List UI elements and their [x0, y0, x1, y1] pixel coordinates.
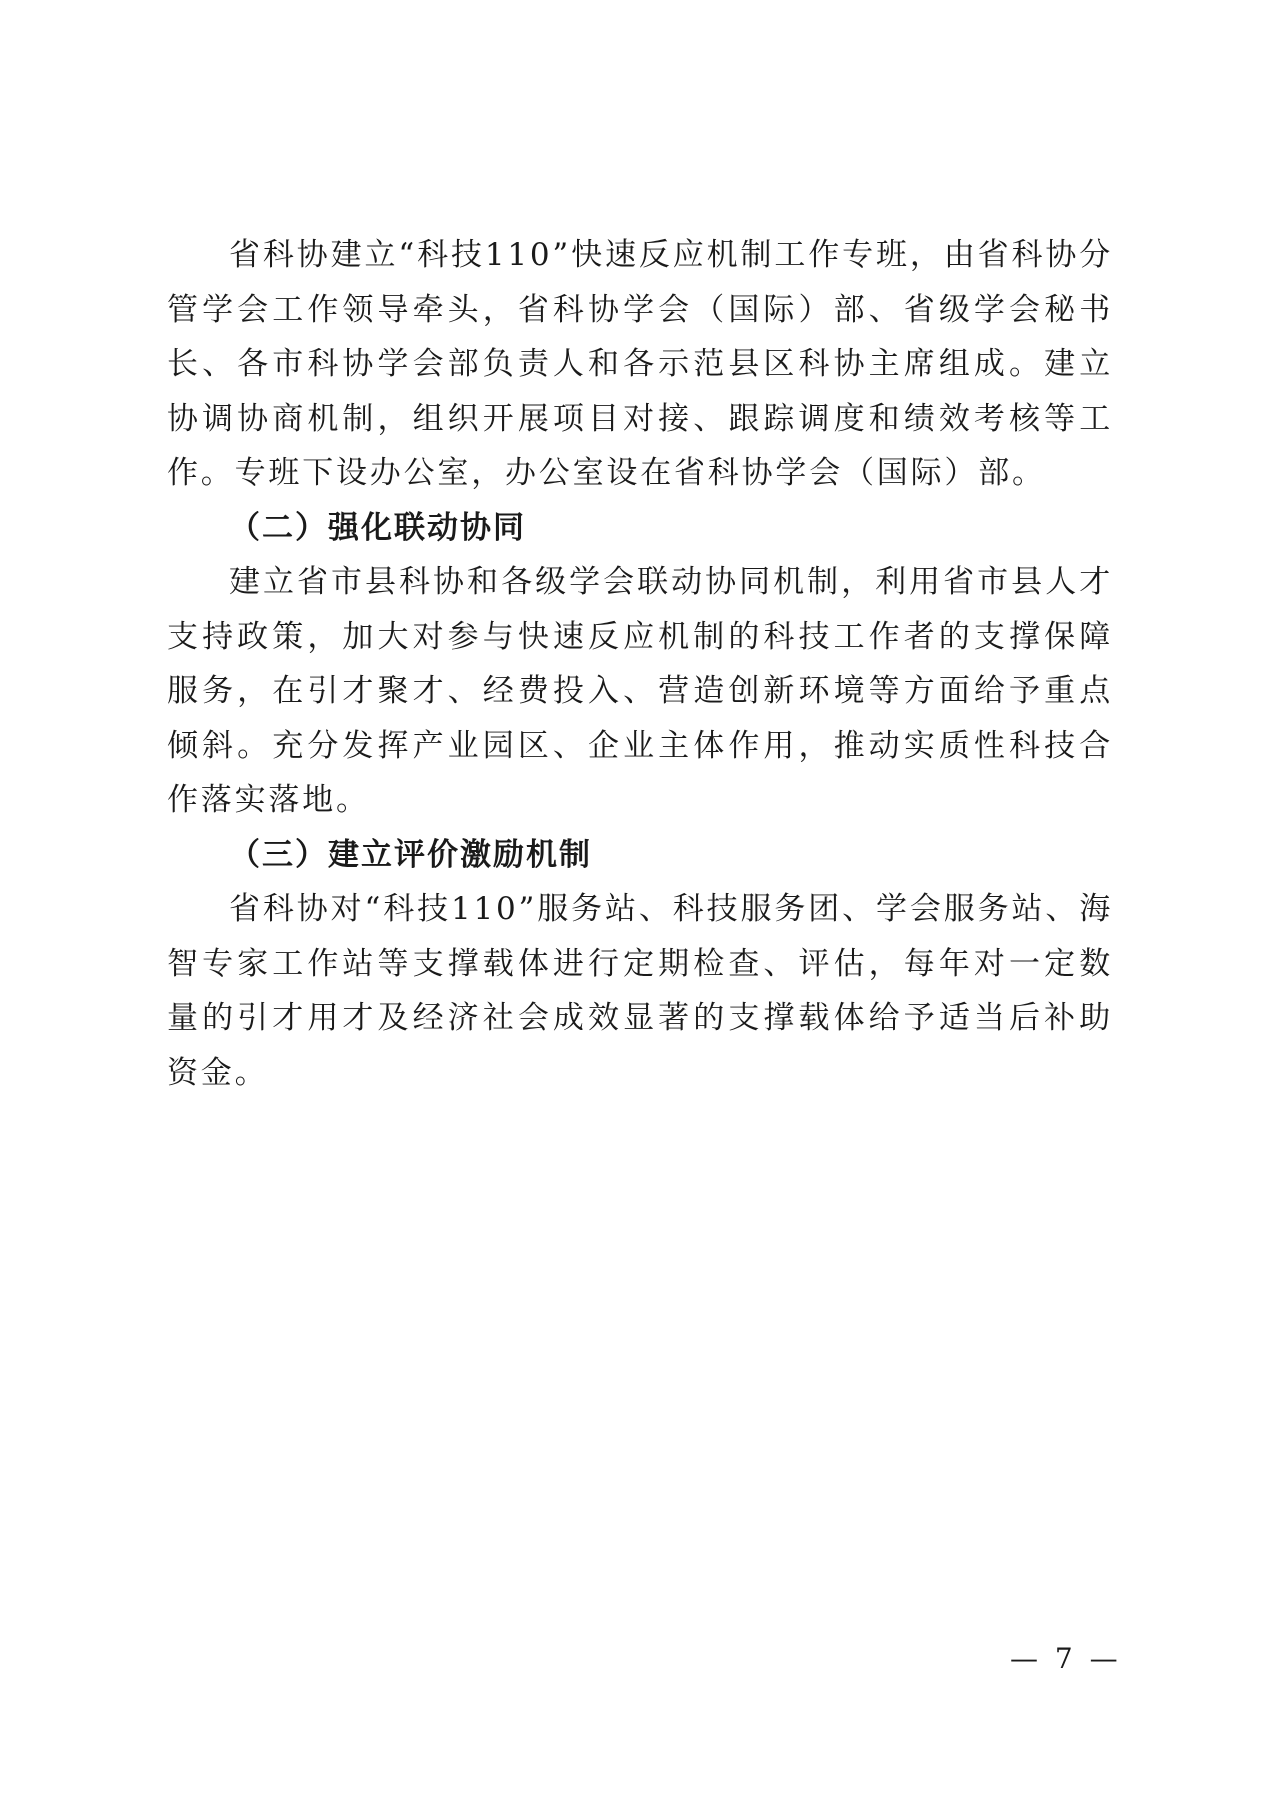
page-number: — 7 —	[1010, 1642, 1122, 1675]
paragraph-evaluation: 省科协对“科技110”服务站、科技服务团、学会服务站、海智专家工作站等支撑载体进行定期检查、评估，每年对一定数量的引才用才及经济社会成效显著的支撑载体给予适当后补助资金。	[167, 891, 1113, 1091]
paragraph-work-team: 省科协建立“科技110”快速反应机制工作专班，由省科协分管学会工作领导牵头，省科协学会（国际）部、省级学会秘书长、各市科协学会部负责人和各示范县区科协主席组成。建立协调协商机制，组织开展项目对接、跟踪调度和绩效考核等工作。专班下设办公室，办公室设在省科协学会（国际）部。	[167, 237, 1113, 491]
document-body	[167, 228, 1113, 1100]
section-heading-linkage: （二）强化联动协同	[229, 509, 526, 546]
section-heading-evaluation: （三）建立评价激励机制	[229, 836, 592, 873]
paragraph-linkage: 建立省市县科协和各级学会联动协同机制，利用省市县人才支持政策，加大对参与快速反应机制的科技工作者的支撑保障服务，在引才聚才、经费投入、营造创新环境等方面给予重点倾斜。充分发挥产业园区、企业主体作用，推动实质性科技合作落实落地。	[167, 564, 1113, 818]
